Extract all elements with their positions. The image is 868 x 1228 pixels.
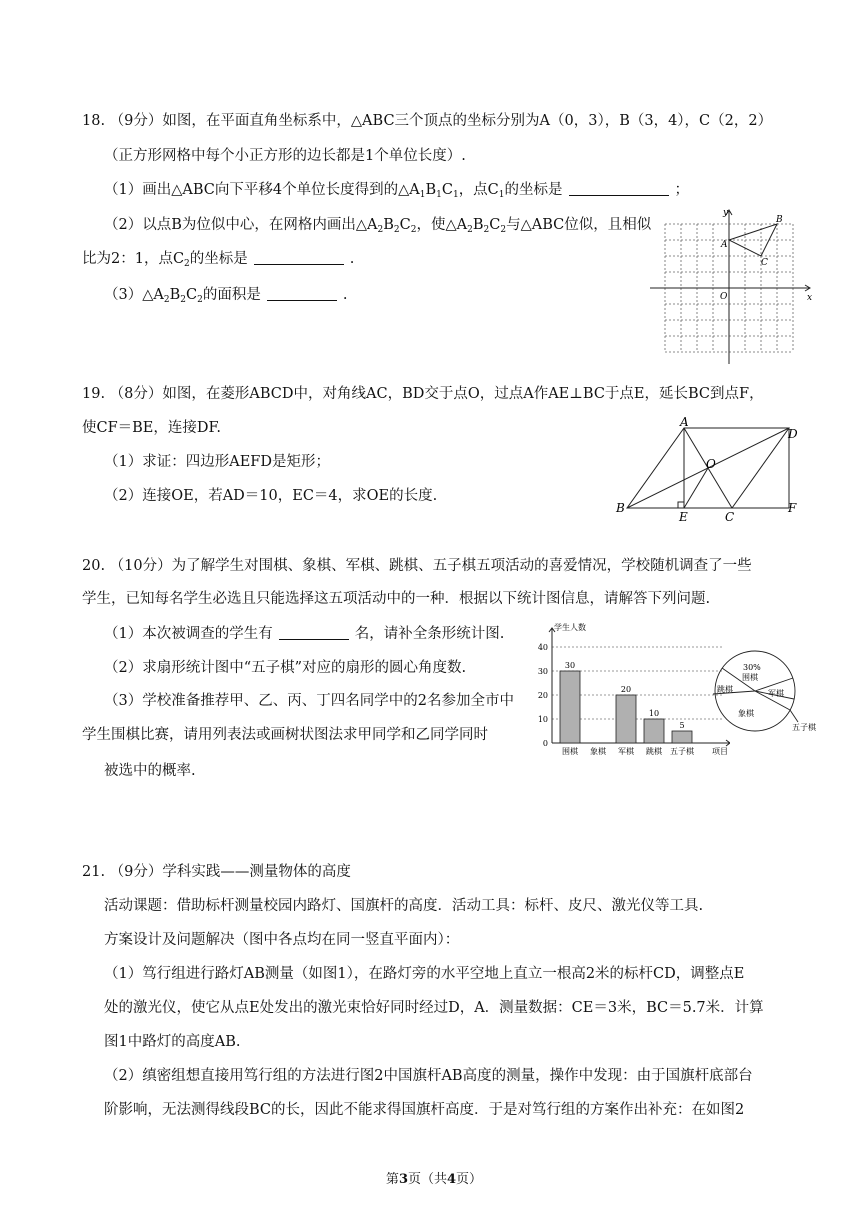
y-tick-label: 30 <box>537 667 548 676</box>
q18-note: （正方形网格中每个小正方形的边长都是1个单位长度）. <box>104 148 466 164</box>
page-footer: 第3页（共4页） <box>385 1172 483 1187</box>
q19-rhombus-figure <box>612 416 807 524</box>
q21-line4: （1）笃行组进行路灯AB测量（如图1），在路灯旁的水平空地上直立一根高2米的标杆CD，调整点E <box>104 966 745 982</box>
q21-line5: 处的激光仪，使它从点E处发出的激光束恰好同时经过D，A．测量数据：CE＝3米，BC＝5.7米．计算 <box>104 1000 764 1016</box>
q18-part1: （1）画出△ABC向下平移4个单位长度得到的$\triangle A_1B_1C_1$，点$C_1$的坐标是 ； <box>104 182 690 200</box>
q18-heading: 18. （9分）如图，在平面直角坐标系中，△ABC三个顶点的坐标分别为A（0，3），B（3，4），C（2，2） <box>82 113 773 129</box>
q21-heading: 21. （9分）学科实践——测量物体的高度 <box>82 864 351 880</box>
q20-part2: （2）求扇形统计图中“五子棋”对应的扇形的圆心角度数. <box>104 660 467 676</box>
q18-part2-cont: 比为2：1，点$C_2$的坐标是 . <box>82 251 355 269</box>
point-o-label: O <box>706 457 716 471</box>
bar-value-label: 30 <box>564 661 576 670</box>
q20-part3: （3）学校准备推荐甲、乙、丙、丁四名同学中的2名参加全市中 <box>104 693 514 709</box>
q19-part1: （1）求证：四边形AEFD是矩形； <box>104 454 330 470</box>
q20-part1: （1）本次被调查的学生有 名，请补全条形统计图. <box>104 626 505 642</box>
answer-blank[interactable] <box>279 625 349 640</box>
y-axis-label: y <box>723 208 729 218</box>
point-c-label: C <box>725 510 735 524</box>
q20-part3-cont: 学生围棋比赛，请用列表法或画树状图法求甲同学和乙同学同时 <box>82 727 488 743</box>
y-tick-label: 20 <box>537 691 548 700</box>
pie-wuziqi-label: 五子棋 <box>792 723 816 732</box>
point-d-label: D <box>788 427 798 441</box>
pie-chart <box>710 648 825 738</box>
bar-chart <box>530 618 730 760</box>
q19-part2: （2）连接OE，若AD＝10，EC＝4，求OE的长度. <box>104 488 438 504</box>
x-tick-label: 象棋 <box>590 747 606 756</box>
point-a-label: A <box>680 416 689 429</box>
q19-line2: 使CF＝BE，连接DF. <box>82 420 221 436</box>
q21-line7: （2）缜密组想直接用笃行组的方法进行图2中国旗杆AB高度的测量，操作中发现：由于国旗杆底部台 <box>104 1068 753 1084</box>
y-tick-label: 10 <box>537 715 548 724</box>
q21-line2: 活动课题：借助标杆测量校园内路灯、国旗杆的高度．活动工具：标杆、皮尺、激光仪等工具. <box>104 898 704 914</box>
q18-part2: （2）以点B为位似中心，在网格内画出$\triangle A_2B_2C_2$，使$\triangle A_2B_2C_2$与△ABC位似，且相似 <box>104 217 652 235</box>
origin-label: O <box>720 292 728 302</box>
pie-weiqi-label: 围棋 <box>742 673 758 682</box>
y-tick-label: 0 <box>542 739 548 748</box>
x-tick-label: 跳棋 <box>646 747 662 756</box>
q21-line6: 图1中路灯的高度AB. <box>104 1034 241 1050</box>
q18-part3: $(3)\triangle A_2B_2C_2$的面积是 . <box>104 287 348 305</box>
point-f-label: F <box>788 501 797 515</box>
q20-part3-cont2: 被选中的概率. <box>104 763 196 779</box>
point-b-label: B <box>616 501 625 515</box>
q20-heading: 20. （10分）为了解学生对围棋、象棋、军棋、跳棋、五子棋五项活动的喜爱情况，学校随机调查了一些 <box>82 558 752 574</box>
pie-junqi-label: 军棋 <box>768 689 784 698</box>
answer-blank[interactable] <box>267 286 337 301</box>
bar-value-label: 10 <box>648 709 660 718</box>
pie-tiaoqi-label: 跳棋 <box>717 685 733 694</box>
q20-line2: 学生，已知每名学生必选且只能选择这五项活动中的一种．根据以下统计图信息，请解答下列问题. <box>82 591 711 607</box>
bar <box>560 671 580 743</box>
pie-pct-label: 30% <box>743 663 761 672</box>
q19-heading: 19. （8分）如图，在菱形ABCD中，对角线AC，BD交于点O，过点A作AE⊥BC于点E，延长BC到点F， <box>82 386 764 402</box>
bar-value-label: 20 <box>620 685 632 694</box>
q21-line3: 方案设计及问题解决（图中各点均在同一竖直平面内）： <box>104 932 460 948</box>
y-axis-label: 学生人数 <box>554 623 586 632</box>
x-tick-label: 军棋 <box>618 747 634 756</box>
pie-xiangqi-label: 象棋 <box>738 709 754 718</box>
q21-line8: 阶影响，无法测得线段BC的长，因此不能求得国旗杆高度．于是对笃行组的方案作出补充：在如图2 <box>104 1102 745 1118</box>
point-e-label: E <box>679 510 688 524</box>
bar <box>616 695 636 743</box>
y-tick-label: 40 <box>537 643 548 652</box>
x-axis-label: x <box>807 293 813 303</box>
x-axis-label: 项目 <box>712 747 728 756</box>
point-b-label: B <box>776 215 783 225</box>
answer-blank[interactable] <box>254 250 344 265</box>
point-c-label: C <box>761 258 768 268</box>
answer-blank[interactable] <box>569 181 669 196</box>
bar <box>672 731 692 743</box>
point-a-label: A <box>721 240 728 250</box>
x-tick-label: 五子棋 <box>670 747 694 756</box>
x-tick-label: 围棋 <box>562 747 578 756</box>
bar <box>644 719 664 743</box>
bar-value-label: 5 <box>679 721 685 730</box>
q18-coordinate-grid-figure <box>645 202 820 367</box>
